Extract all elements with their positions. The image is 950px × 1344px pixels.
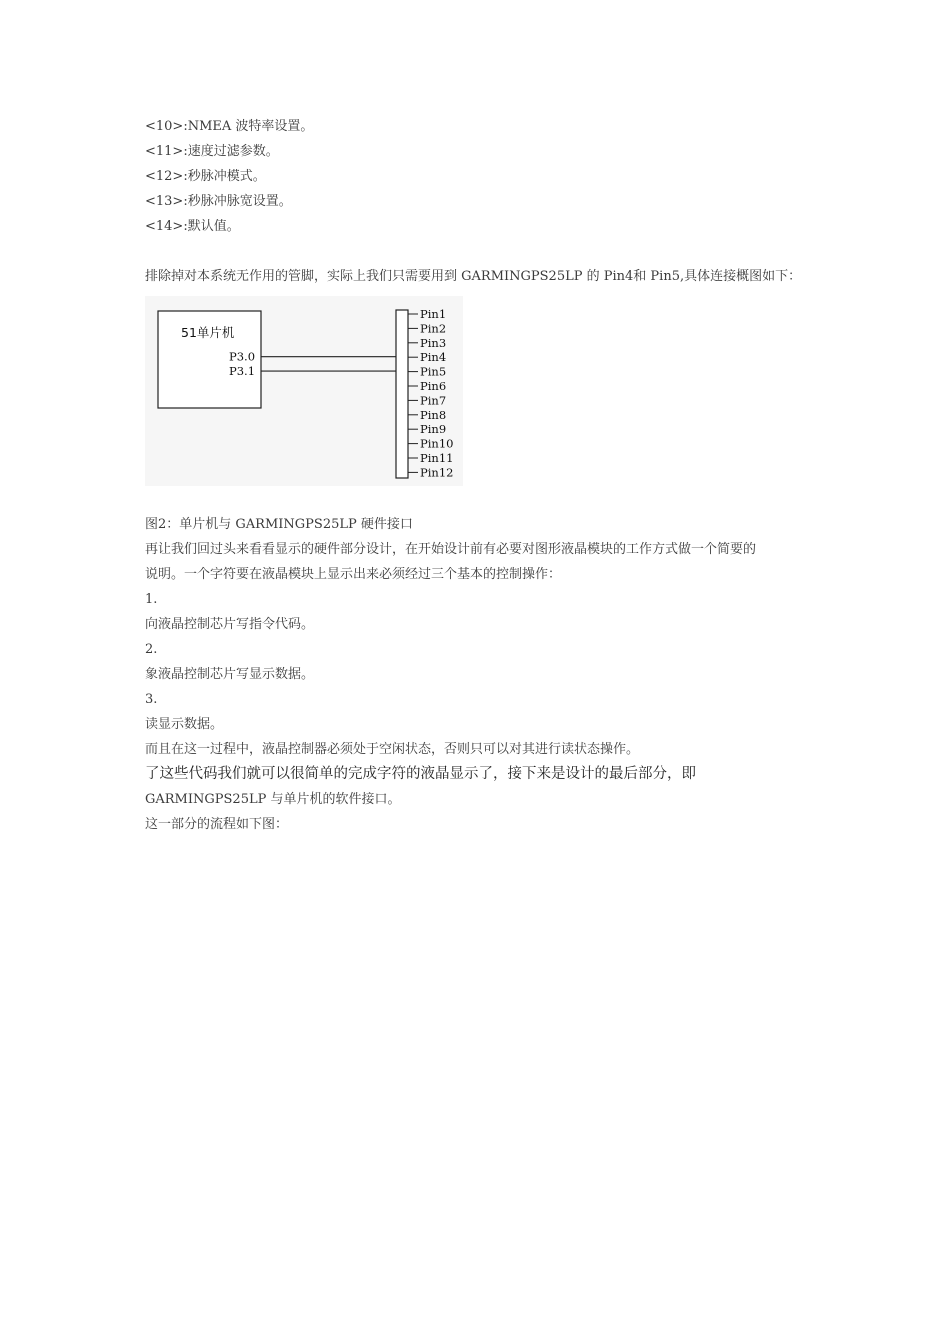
setting-line-11: <11>:速度过滤参数。 — [145, 144, 279, 159]
connection-diagram-svg — [145, 296, 463, 486]
step-number-3: 3. — [145, 692, 158, 707]
step-number-2: 2. — [145, 642, 158, 657]
setting-line-14: <14>:默认值。 — [145, 219, 240, 234]
pin-label-10: Pin10 — [420, 436, 454, 451]
mcu-label: 51单片机 — [181, 325, 235, 340]
pin-label-7: Pin7 — [420, 393, 447, 408]
ports-group — [229, 350, 255, 378]
setting-line-12: <12>:秒脉冲模式。 — [145, 169, 266, 184]
closing-line-2: GARMINGPS25LP 与单片机的软件接口。 — [145, 792, 401, 807]
pin-label-9: Pin9 — [420, 422, 447, 437]
connection-diagram — [145, 296, 463, 486]
pin-label-8: Pin8 — [420, 407, 447, 422]
setting-line-10: <10>:NMEA 波特率设置。 — [145, 119, 314, 134]
pin-label-3: Pin3 — [420, 335, 447, 350]
step-text-3: 读显示数据。 — [145, 717, 224, 732]
body-line-1: 再让我们回过头来看看显示的硬件部分设计，在开始设计前有必要对图形液晶模块的工作方式做一个简要的 — [145, 542, 757, 557]
step-text-2: 象液晶控制芯片写显示数据。 — [145, 667, 315, 682]
last-line: 这一部分的流程如下图： — [145, 817, 289, 832]
pin-label-12: Pin12 — [420, 465, 454, 480]
body-line-2: 说明。一个字符要在液晶模块上显示出来必须经过三个基本的控制操作： — [145, 567, 562, 582]
pin-label-6: Pin6 — [420, 379, 447, 393]
body-line-note: 而且在这一过程中，液晶控制器必须处于空闲状态，否则只可以对其进行读状态操作。 — [145, 742, 640, 757]
port-label-p3-1: P3.1 — [229, 364, 256, 379]
step-number-1: 1. — [145, 592, 158, 607]
intro-paragraph: 排除掉对本系统无作用的管脚，实际上我们只需要用到 GARMINGPS25LP 的 Pin4和 Pin5,具体连接概图如下： — [145, 269, 802, 284]
pin-label-4: Pin4 — [420, 350, 447, 365]
closing-line-1: 了这些代码我们就可以很简单的完成字符的液晶显示了，接下来是设计的最后部分，即 — [145, 766, 696, 782]
pin-label-1: Pin1 — [420, 307, 447, 321]
pin-label-2: Pin2 — [420, 321, 447, 336]
connector-box — [396, 310, 408, 478]
figure-caption: 图2：单片机与 GARMINGPS25LP 硬件接口 — [145, 517, 413, 532]
step-text-1: 向液晶控制芯片写指令代码。 — [145, 617, 315, 632]
pin-label-5: Pin5 — [420, 364, 447, 379]
setting-line-13: <13>:秒脉冲脉宽设置。 — [145, 194, 292, 209]
port-label-p3-0: P3.0 — [229, 349, 256, 364]
pin-label-11: Pin11 — [420, 451, 454, 465]
